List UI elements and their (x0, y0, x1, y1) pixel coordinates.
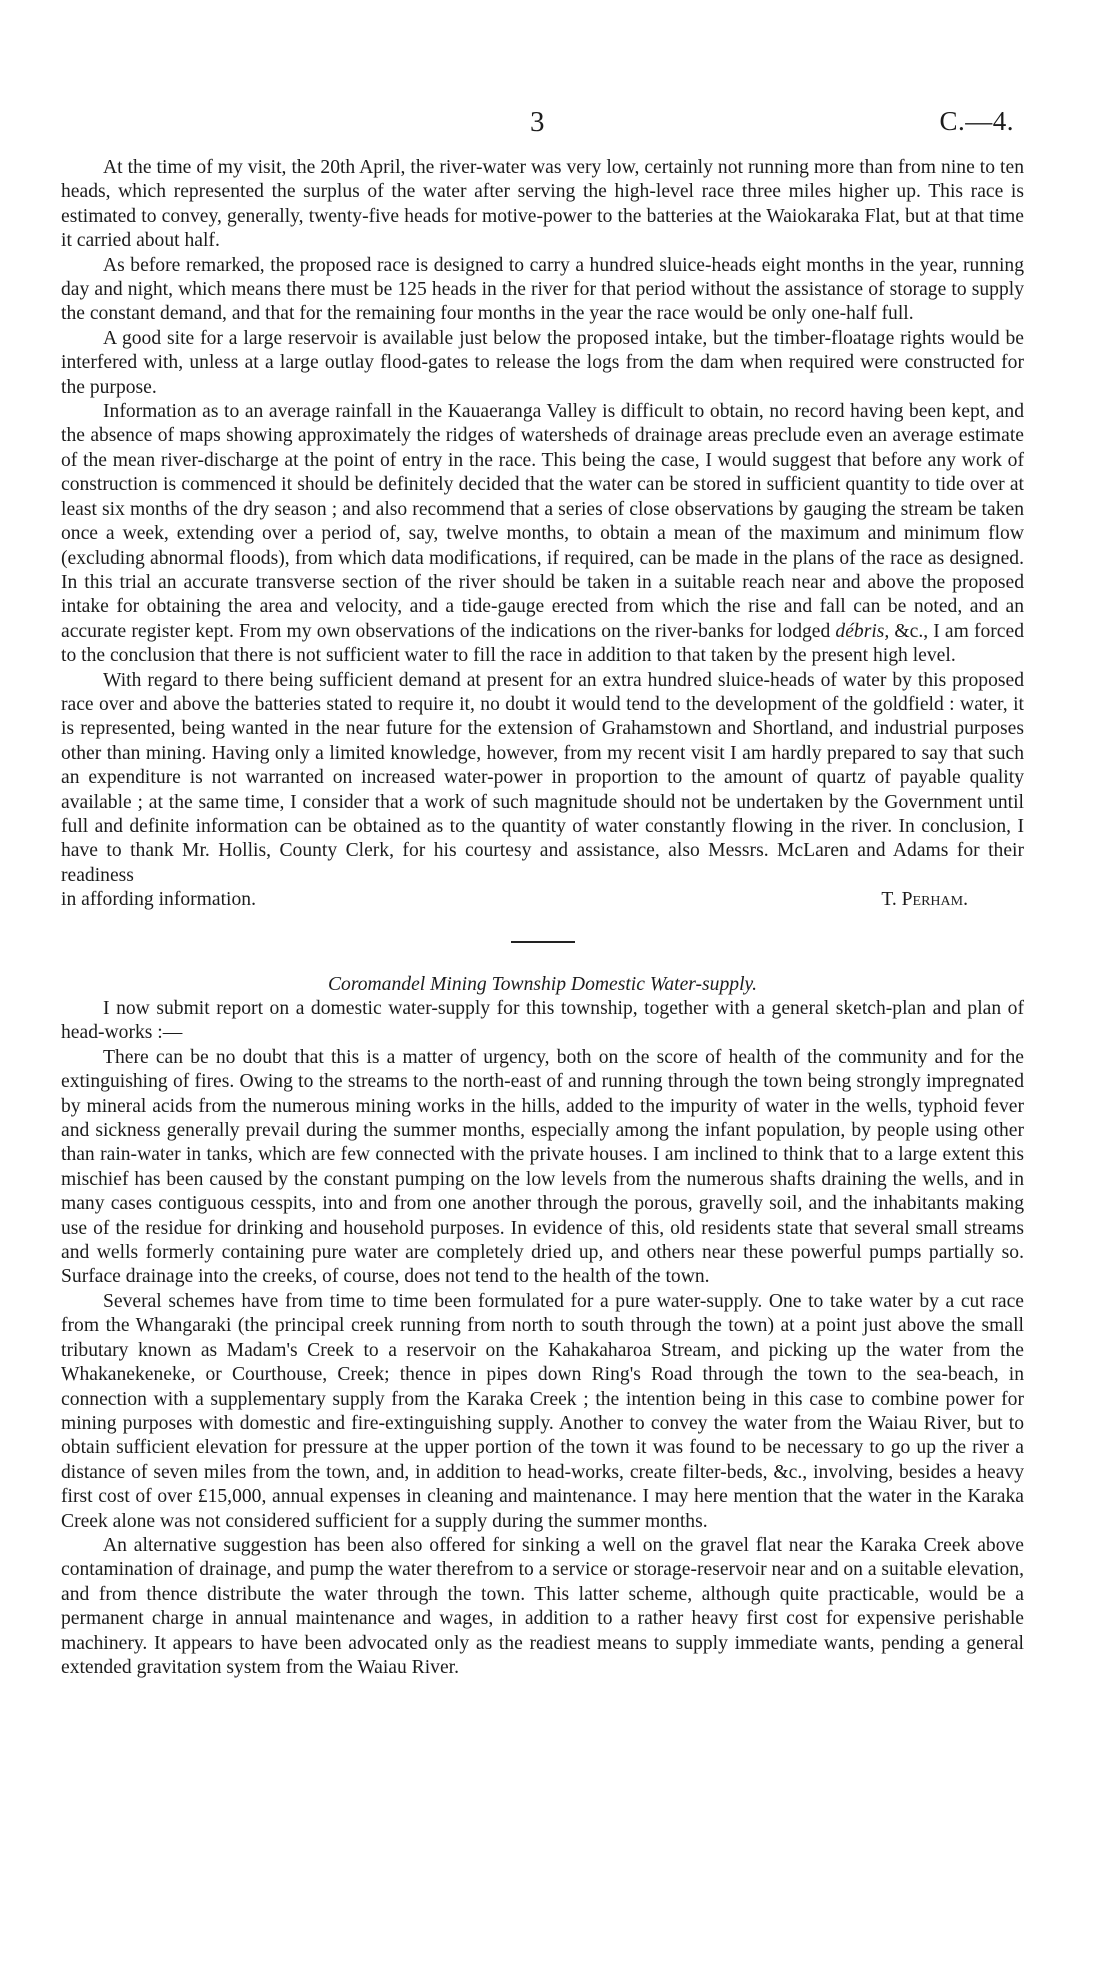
paragraph: At the time of my visit, the 20th April, the river-water was very low, certainly not running more than from nine to ten heads, which represented the surplus of the water after serving the high-level race three miles higher up. This race is estimated to convey, generally, twenty-five heads for motive-power to the batteries at the Waiokaraka Flat, but at that time it carried about half. (61, 157, 1024, 252)
paragraph (61, 400, 1024, 668)
italic-term: débris, (835, 620, 890, 642)
closing-line (61, 888, 1024, 912)
paragraph: With regard to there being sufficient demand at present for an extra hundred sluice-heads of water by this proposed race over and above the batteries stated to require it, no doubt it would tend to the development of the goldfield : water, it is represented, being wanted in the near future for the extension of Grahamstown and Shortland, and industrial purposes other than mining. Having only a limited knowledge, however, from my recent visit I am hardly prepared to say that such an expenditure is not warranted on increased water-power in proportion to the amount of quartz of payable quality available ; at the same time, I consider that a work of such magnitude should not be undertaken by the Government until full and definite information can be obtained as to the quantity of water constantly flowing in the river. In conclusion, I have to thank Mr. Hollis, County Clerk, for his courtesy and assistance, also Messrs. McLaren and Adams for their readiness (61, 669, 1024, 886)
signature: T. Perham. (881, 889, 968, 911)
paragraph: An alternative suggestion has been also offered for sinking a well on the gravel flat near the Karaka Creek above contamination of drainage, and pump the water therefrom to a service or storage-reservoir near and on a suitable elevation, and from thence distribute the water through the town. This latter scheme, although quite practicable, would be a permanent charge in annual maintenance and wages, in addition to a rather heavy first cost for expensive perishable machinery. It appears to have been advocated only as the readiest means to supply immediate wants, pending a general extended gravitation system from the Waiau River. (61, 1534, 1024, 1678)
paragraph: A good site for a large reservoir is available just below the proposed intake, but the timber-floatage rights would be interfered with, unless at a large outlay flood-gates to release the logs from the dam when required were constructed for the purpose. (61, 327, 1024, 398)
paragraph: I now submit report on a domestic water-supply for this township, together with a general sketch-plan and plan of head-works :— (61, 998, 1024, 1044)
report-body (61, 156, 1024, 1680)
document-reference: C.—4. (939, 106, 1014, 136)
page-number: 3 (530, 106, 545, 138)
page-header (60, 106, 1014, 146)
section-title: Coromandel Mining Township Domestic Water-supply. (327, 973, 758, 995)
paragraph-text: &c., I am forced to the conclusion that there is not sufficient water to fill the race in addition to that taken by the present high level. (61, 620, 1024, 667)
paragraph-text: Information as to an average rainfall in the Kauaeranga Valley is difficult to obtain, no record having been kept, and the absence of maps showing approximately the ridges of watersheds of drainage areas preclude even an average estimate of the mean river-discharge at the point of entry in the race. This being the case, I would suggest that before any work of construction is commenced it should be definitely decided that the water can be stored in sufficient quantity to tide over at least six months of the dry season ; and also recommend that a series of close observations by gauging the stream be taken once a week, extending over a period of, say, twelve months, to obtain a mean of the maximum and minimum flow (excluding abnormal floods), from which data modifications, if required, can be made in the plans of the race as designed. In this trial an accurate transverse section of the river should be taken in a suitable reach near and above the proposed intake for obtaining the area and velocity, and a tide-gauge erected from which the rise and fall can be noted, and an accurate register kept. From my own observations of the indications on the river-banks for lodged (61, 401, 1024, 642)
paragraph: There can be no doubt that this is a matter of urgency, both on the score of health of the community and for the extinguishing of fires. Owing to the streams to the north-east of and running through the town being strongly impregnated by mineral acids from the numerous mining works in the hills, added to the impurity of water in the wells, typhoid fever and sickness generally prevail during the summer months, especially among the infant population, by people using other than rain-water in tanks, which are few connected with the private houses. I am inclined to think that to a large extent this mischief has been caused by the constant pumping on the low levels from the numerous shafts draining the wells, and in many cases contiguous cesspits, into and from one another through the porous, gravelly soil, and the inhabitants making use of the residue for drinking and household purposes. In evidence of this, old residents state that several small streams and wells formerly containing pure water are completely dried up, and others near these powerful pumps partially so. Surface drainage into the creeks, of course, does not tend to the health of the town. (61, 1046, 1024, 1288)
paragraph: As before remarked, the proposed race is designed to carry a hundred sluice-heads eight months in the year, running day and night, which means there must be 125 heads in the river for that period without the assistance of storage to supply the constant demand, and that for the remaining four months in the year the race would be only one-half full. (61, 254, 1024, 325)
closing-text: in affording information. (61, 889, 256, 911)
section-divider (511, 941, 575, 943)
paragraph: Several schemes have from time to time been formulated for a pure water-supply. One to take water by a cut race from the Whangaraki (the principal creek running from north to south through the town) at a point just above the small tributary known as Madam's Creek to a reservoir on the Kahakaharoa Stream, and picking up the water from the Whakanekeneke, or Courthouse, Creek; thence in pipes down Ring's Road through the town to the sea-beach, in connection with a supplementary supply from the Karaka Creek ; the intention being in this case to combine power for mining purposes with domestic and fire-extinguishing supply. Another to convey the water from the Waiau River, but to obtain sufficient elevation for pressure at the upper portion of the town it was found to be necessary to go up the river a distance of seven miles from the town, and, in addition to head-works, create filter-beds, &c., involving, besides a heavy first cost of over £15,000, annual expenses in cleaning and maintenance. I may here mention that the water in the Karaka Creek alone was not considered sufficient for a supply during the summer months. (61, 1290, 1024, 1532)
